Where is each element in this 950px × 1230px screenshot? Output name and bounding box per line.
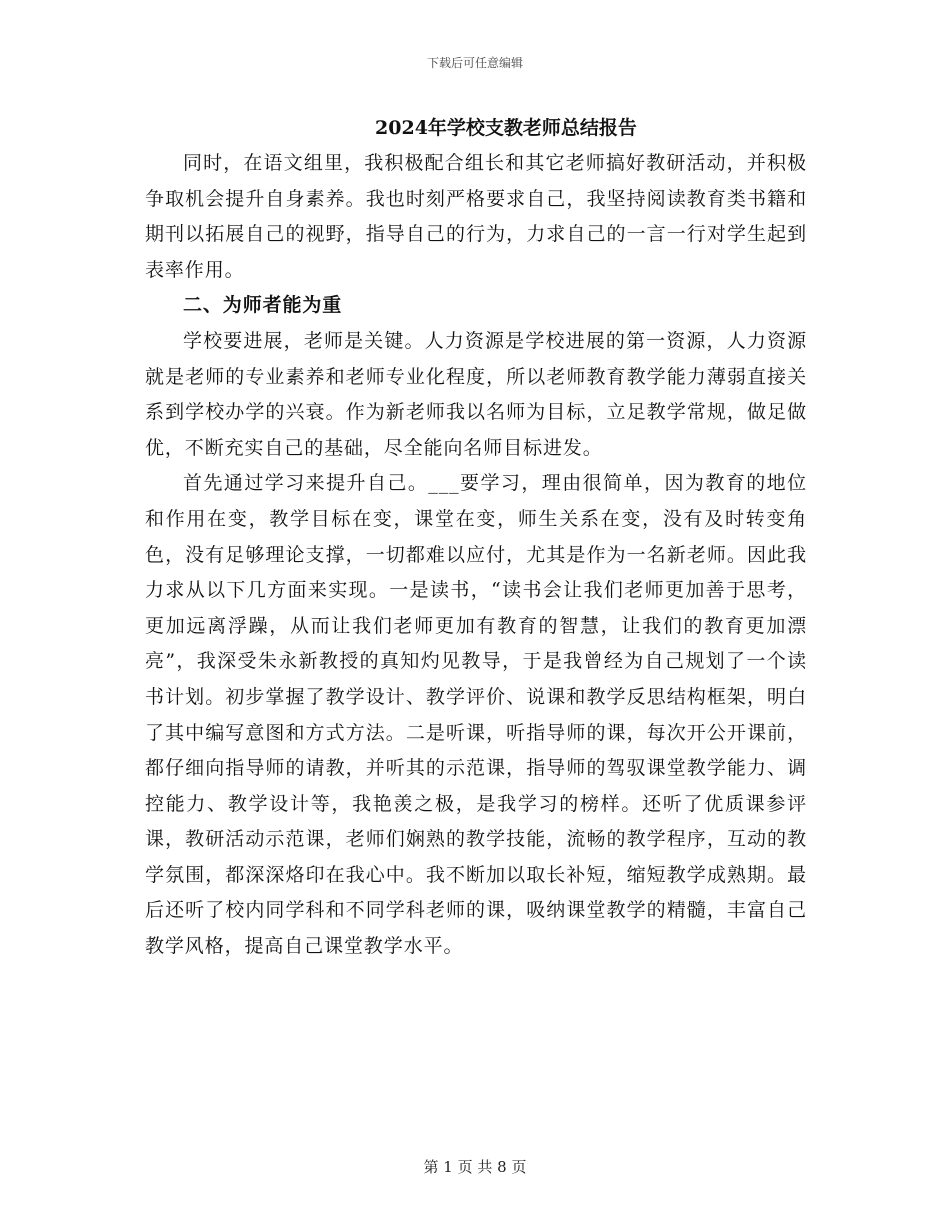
paragraph-1: 同时，在语文组里，我积极配合组长和其它老师搞好教研活动，并积极争取机会提升自身素养。我也时刻严格要求自己，我坚持阅读教育类书籍和期刊以拓展自己的视野，指导自己的行为，力求自己的一言一行对学生起到表率作用。 [145, 152, 807, 281]
document-title: 2024年学校支教老师总结报告 [375, 117, 637, 139]
paragraph-2: 学校要进展，老师是关键。人力资源是学校进展的第一资源，人力资源就是老师的专业素养和老师专业化程度，所以老师教育教学能力薄弱直接关系到学校办学的兴衰。作为新老师我以名师为目标，立足教学常规，做足做优，不断充实自己的基础，尽全能向名师目标进发。 [145, 329, 807, 459]
section-heading-2: 二、为师者能为重 [183, 294, 343, 317]
page-header-note: 下载后可任意编辑 [426, 56, 523, 70]
page-number: 第 1 页 共 8 页 [423, 1158, 527, 1176]
paragraph-3: 首先通过学习来提升自己。___要学习，理由很简单，因为教育的地位和作用在变，教学目标在变，课堂在变，师生关系在变，没有及时转变角色，没有足够理论支撑，一切都难以应付，尤其是作为一名新老师。因此我力求从以下几方面来实现。一是读书，“读书会让我们老师更加善于思考，更加远离浮躁，从而让我们老师更加有教育的智慧，让我们的教育更加漂亮”，我深受朱永新教授的真知灼见教导，于是我曾经为自己规划了一个读书计划。初步掌握了教学设计、教学评价、说课和教学反思结构框架，明白了其中编写意图和方式方法。二是听课，听指导师的课，每次开公开课前，都仔细向指导师的请教，并听其的示范课，指导师的驾驭课堂教学能力、调控能力、教学设计等，我艳羡之极，是我学习的榜样。还听了优质课参评课，教研活动示范课，老师们娴熟的教学技能，流畅的教学程序，互动的教学氛围，都深深烙印在我心中。我不断加以取长补短，缩短教学成熟期。最后还听了校内同学科和不同学科老师的课，吸纳课堂教学的精髓，丰富自己教学风格，提高自己课堂教学水平。 [145, 472, 807, 958]
document-body [145, 110, 807, 965]
